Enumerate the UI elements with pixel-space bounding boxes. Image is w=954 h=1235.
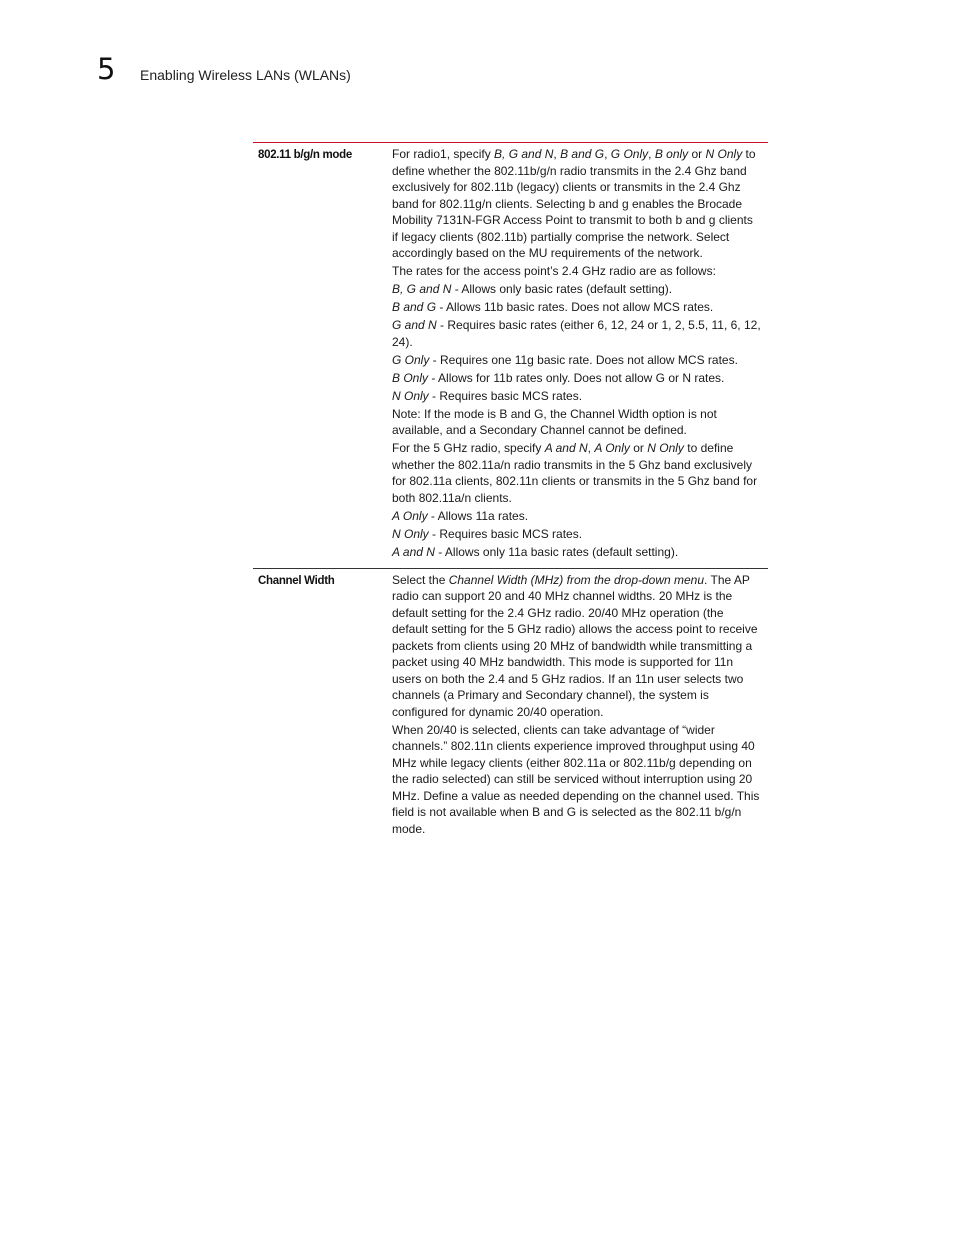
description-paragraph: [392, 317, 762, 350]
italic-term: B Only: [392, 370, 429, 385]
italic-term: G Only: [392, 352, 430, 367]
table-row-channel-width: [253, 568, 768, 845]
text-run: ,: [553, 147, 561, 161]
parameter-description: [392, 146, 762, 562]
text-run: - Allows only basic rates (default setting).: [451, 282, 673, 296]
description-paragraph: [392, 722, 762, 838]
italic-term: N Only: [392, 388, 429, 403]
text-run: or: [629, 441, 648, 455]
text-run: Select the: [392, 572, 449, 587]
italic-term: Channel Width (MHz) from the drop-down menu: [448, 572, 705, 587]
parameter-name: Channel Width: [258, 574, 335, 587]
description-paragraph: [392, 281, 762, 298]
text-run: - Allows 11a rates.: [427, 508, 529, 523]
text-run: - Allows for 11b rates only. Does not allow G or N rates.: [428, 370, 725, 385]
parameter-table: [253, 142, 768, 845]
description-paragraph: [392, 508, 762, 525]
italic-term: B and G: [392, 300, 437, 314]
text-run: - Allows 11b basic rates. Does not allow MCS rates.: [436, 300, 714, 314]
italic-term: G Only: [610, 147, 649, 161]
italic-term: G and N: [392, 318, 437, 332]
description-paragraph: [392, 388, 762, 405]
italic-term: A and N: [392, 544, 435, 559]
italic-term: N Only: [705, 147, 743, 161]
text-run: - Requires basic MCS rates.: [428, 388, 583, 403]
text-run: For the 5 GHz radio, specify: [392, 441, 545, 455]
text-run: - Requires basic rates (either 6, 12, 24 or 1, 2, 5.5, 11, 6, 12, 24).: [392, 318, 761, 349]
text-run: - Requires one 11g basic rate. Does not allow MCS rates.: [429, 352, 738, 367]
italic-term: A and N: [544, 441, 588, 455]
text-run: When 20/40 is selected, clients can take advantage of “wider channels.” 802.11n clients experience improved throughput using 40 MHz while legacy clients (either 802.11a or 802.11b/g depending on the radio selected) can still be serviced without interruption using 20 MHz. Define a value as needed depending on the channel used. This field is not available when B and G is selected as the 802.11 b/g/n mode.: [392, 722, 760, 836]
table-row-mode: [253, 142, 768, 568]
description-paragraph: [392, 440, 762, 506]
chapter-number: 5: [97, 52, 116, 86]
text-run: Note: If the mode is B and G, the Channel Width option is not available, and a Secondary Channel cannot be defined.: [392, 406, 717, 437]
italic-term: A Only: [594, 441, 630, 455]
description-paragraph: [392, 263, 762, 280]
italic-term: B only: [654, 147, 689, 161]
text-run: to define whether the 802.11b/g/n radio transmits in the 2.4 Ghz band exclusively for 802.11b (legacy) clients or transmits in the 2.4 Ghz band for 802.11g/n clients. Selecting b and g enables the Brocade Mobility 7131N-FGR Access Point to transmit to both b and g clients if legacy clients (802.11b) partially comprise the network. Select accordingly based on the MU requirements of the network.: [392, 147, 756, 260]
parameter-description: [392, 572, 762, 839]
description-paragraph: [392, 370, 762, 387]
text-run: For radio1, specify: [392, 147, 495, 161]
description-paragraph: [392, 299, 762, 316]
text-run: to define whether the 802.11a/n radio transmits in the 5 Ghz band exclusively for 802.11a clients, 802.11n clients or transmits in the 5 Ghz band for both 802.11a/n clients.: [392, 441, 758, 505]
description-paragraph: [392, 146, 762, 262]
text-run: The rates for the access point’s 2.4 GHz radio are as follows:: [392, 264, 716, 278]
description-paragraph: [392, 406, 762, 439]
italic-term: N Only: [392, 526, 429, 541]
text-run: ,: [648, 147, 655, 161]
italic-term: N Only: [647, 441, 684, 455]
chapter-title: Enabling Wireless LANs (WLANs): [140, 67, 351, 83]
text-run: ,: [604, 147, 611, 161]
description-paragraph: [392, 352, 762, 369]
description-paragraph: [392, 544, 762, 561]
italic-term: B, G and N: [494, 147, 554, 161]
text-run: . The AP radio can support 20 and 40 MHz channel widths. 20 MHz is the default setting for the 2.4 GHz radio. 20/40 MHz operation (the default setting for the 5 GHz radio) allows the access point to receive packets from clients using 20 MHz of bandwidth while transmitting a packet using 40 MHz bandwidth. This mode is supported for 11n users on both the 2.4 and 5 GHz radios. If an 11n user selects two channels (a Primary and Secondary channel), the system is configured for dynamic 20/40 operation.: [392, 572, 758, 719]
description-paragraph: [392, 572, 762, 721]
italic-term: A Only: [392, 508, 428, 523]
description-paragraph: [392, 526, 762, 543]
text-run: or: [688, 147, 706, 161]
text-run: ,: [587, 441, 595, 455]
italic-term: B, G and N: [392, 282, 452, 296]
text-run: - Requires basic MCS rates.: [428, 526, 583, 541]
text-run: - Allows only 11a basic rates (default setting).: [434, 544, 679, 559]
italic-term: B and G: [560, 147, 605, 161]
parameter-name: 802.11 b/g/n mode: [258, 149, 352, 161]
